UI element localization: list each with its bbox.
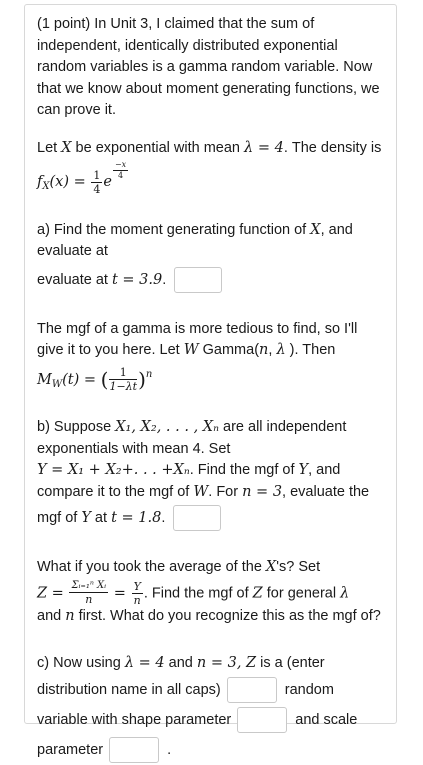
- part-c-row-scale: parameter .: [37, 735, 384, 765]
- part-b-eval: mgf of Y at t = 1.8.: [37, 505, 384, 531]
- part-c-line1: c) Now using λ = 4 and n = 3, Z is a (enter: [37, 655, 325, 671]
- average-formula: Z = $\frac{\text{Σᵢ₌₁ⁿ Xᵢ}}{n}$ = $\frac{Y}{n}$ . Find the mgf of Z for general λ: [37, 579, 350, 607]
- part-b-text: b) Suppose X₁, X₂, . . . , Xₙ are all independent exponentials with mean 4. Set: [37, 419, 347, 457]
- scale-parameter-input[interactable]: [109, 737, 159, 763]
- part-b-answer-input[interactable]: [173, 505, 221, 531]
- gamma-text: The mgf of a gamma is more tedious to find, so I'll give it to you here. Let W Gamma(n, λ ). Then: [37, 320, 358, 358]
- part-b-compare: compare it to the mgf of W. For n = 3, evaluate the: [37, 483, 370, 500]
- setup-text: Let X be exponential with mean λ = 4. The density is: [37, 139, 382, 156]
- part-c-row-shape: variable with shape parameter and scale: [37, 705, 384, 735]
- part-a-text: a) Find the moment generating function of X, and evaluate at: [37, 221, 353, 259]
- average-text: What if you took the average of the X's? Set: [37, 559, 321, 575]
- intro-text: (1 point) In Unit 3, I claimed that the sum of independent, identically distributed exponential random variables is a gamma random variable. Now that we know about moment generating functions, we can prove it.: [37, 16, 380, 118]
- gamma-mgf-formula: $M_W(t)$ = ( $\frac{1}{1-\lambda t}$ )$^n$: [37, 366, 153, 394]
- part-b-sum: Y = X₁ + X₂+. . . +Xₙ. Find the mgf of Y, and: [37, 462, 341, 478]
- shape-parameter-input[interactable]: [237, 707, 287, 733]
- part-c-row-dist: distribution name in all caps) random: [37, 675, 384, 705]
- density-formula: $f_X(x)$ = $\frac{1}{4}$ e $\frac{-x}{4}$: [37, 160, 127, 196]
- distribution-name-input[interactable]: [227, 677, 277, 703]
- part-a-line2: evaluate at t = 3.9.: [37, 267, 384, 293]
- part-a-answer-input[interactable]: [174, 267, 222, 293]
- problem-card: [24, 4, 397, 758]
- average-question: and n first. What do you recognize this as the mgf of?: [37, 607, 381, 624]
